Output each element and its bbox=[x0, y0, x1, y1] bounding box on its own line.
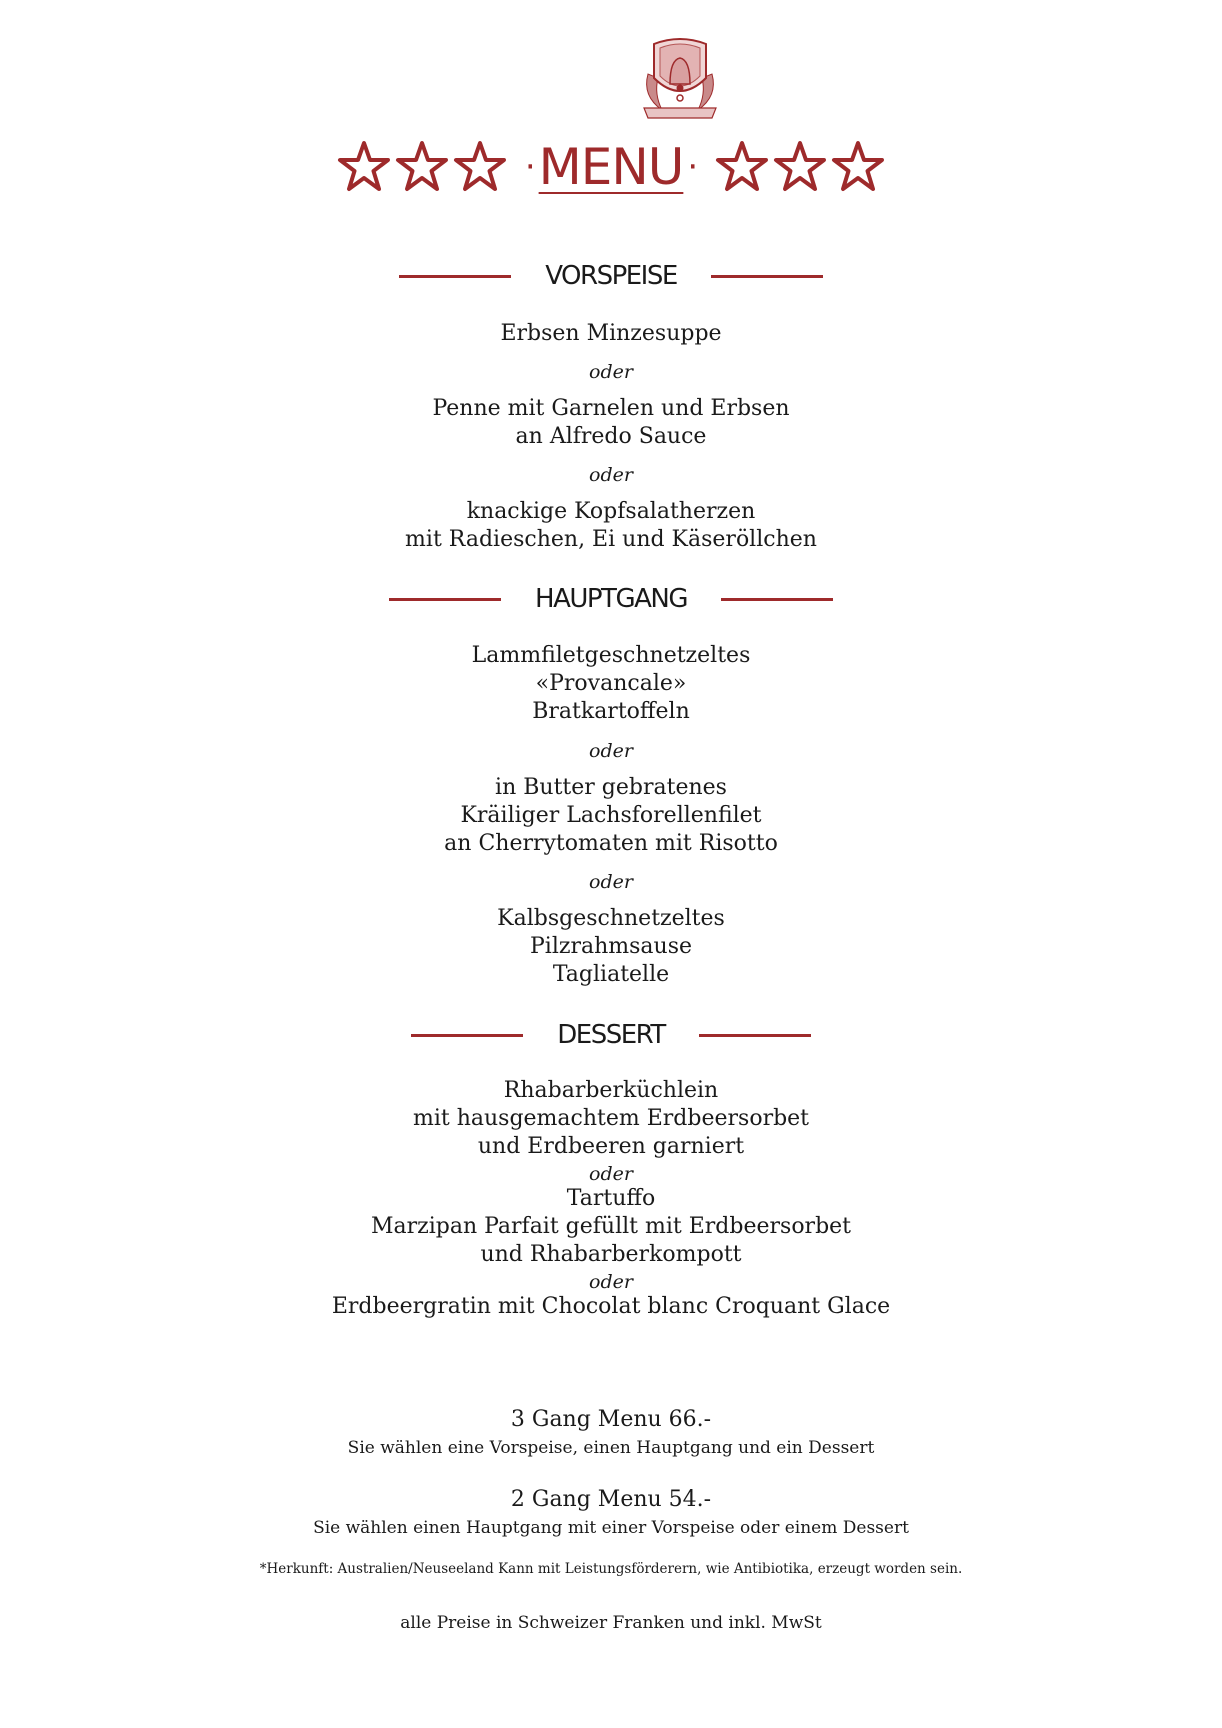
menu-title bbox=[521, 138, 701, 196]
divider-rule bbox=[389, 598, 501, 601]
stars-right bbox=[715, 140, 885, 194]
star-icon bbox=[337, 140, 391, 194]
dish-line: Tagliatelle bbox=[552, 962, 670, 987]
title-dot-right: · bbox=[687, 147, 698, 187]
dish-line: und Erdbeeren garniert bbox=[477, 1134, 745, 1159]
dish-line: an Cherrytomaten mit Risotto bbox=[444, 831, 778, 856]
divider-rule bbox=[699, 1034, 811, 1037]
currency-note: alle Preise in Schweizer Franken und inkl. MwSt bbox=[400, 1613, 822, 1633]
dish-line: Penne mit Garnelen und Erbsen bbox=[432, 396, 790, 421]
oder-separator: oder bbox=[589, 871, 633, 893]
divider-rule bbox=[711, 275, 823, 278]
dish-line: Erdbeergratin mit Chocolat blanc Croquant Glace bbox=[331, 1294, 891, 1319]
divider-rule bbox=[399, 275, 511, 278]
dish-line: Pilzrahmsause bbox=[529, 934, 692, 959]
origin-footnote: *Herkunft: Australien/Neuseeland Kann mit Leistungsförderern, wie Antibiotika, erzeugt worden sein. bbox=[259, 1561, 963, 1577]
oder-separator: oder bbox=[589, 1163, 633, 1185]
menu-title-text: MENU bbox=[538, 138, 684, 196]
section-heading-vorspeise bbox=[0, 256, 1222, 296]
section-title: HAUPTGANG bbox=[535, 584, 687, 614]
dish-line: Bratkartoffeln bbox=[532, 699, 690, 724]
section-title: VORSPEISE bbox=[545, 261, 677, 291]
oder-separator: oder bbox=[589, 1271, 633, 1293]
dish-line: in Butter gebratenes bbox=[495, 775, 727, 800]
stars-left bbox=[337, 140, 507, 194]
dish-line: Lammfiletgeschnetzeltes bbox=[471, 643, 751, 668]
oder-separator: oder bbox=[589, 464, 633, 486]
star-icon bbox=[715, 140, 769, 194]
section-heading-hauptgang bbox=[0, 579, 1222, 619]
star-icon bbox=[453, 140, 507, 194]
title-dot-left: · bbox=[524, 147, 535, 187]
menu-title-row bbox=[0, 132, 1222, 202]
section-heading-dessert bbox=[0, 1015, 1222, 1055]
price-2-gang-note: Sie wählen einen Hauptgang mit einer Vorspeise oder einem Dessert bbox=[313, 1518, 909, 1538]
bell-crest-icon bbox=[640, 34, 720, 124]
divider-rule bbox=[411, 1034, 523, 1037]
star-icon bbox=[773, 140, 827, 194]
oder-separator: oder bbox=[589, 361, 633, 383]
section-title: DESSERT bbox=[557, 1020, 665, 1050]
dish-line: Erbsen Minzesuppe bbox=[500, 321, 722, 346]
price-2-gang: 2 Gang Menu 54.- bbox=[510, 1487, 712, 1512]
dish-line: an Alfredo Sauce bbox=[515, 424, 707, 449]
dish-line: mit Radieschen, Ei und Käseröllchen bbox=[405, 527, 817, 552]
dish-line: Rhabarberküchlein bbox=[503, 1078, 719, 1103]
divider-rule bbox=[721, 598, 833, 601]
dish-line: «Provancale» bbox=[535, 671, 687, 696]
dish-line: und Rhabarberkompott bbox=[480, 1242, 742, 1267]
price-3-gang: 3 Gang Menu 66.- bbox=[510, 1407, 712, 1432]
dish-line: Tartuffo bbox=[566, 1186, 656, 1211]
dish-line: Kräiliger Lachsforellenfilet bbox=[460, 803, 762, 828]
oder-separator: oder bbox=[589, 740, 633, 762]
price-3-gang-note: Sie wählen eine Vorspeise, einen Hauptgang und ein Dessert bbox=[347, 1438, 875, 1458]
dish-line: knackige Kopfsalatherzen bbox=[466, 499, 756, 524]
star-icon bbox=[831, 140, 885, 194]
star-icon bbox=[395, 140, 449, 194]
dish-line: Marzipan Parfait gefüllt mit Erdbeersorbet bbox=[370, 1214, 852, 1239]
dish-line: mit hausgemachtem Erdbeersorbet bbox=[412, 1106, 810, 1131]
dish-line: Kalbsgeschnetzeltes bbox=[497, 906, 725, 931]
